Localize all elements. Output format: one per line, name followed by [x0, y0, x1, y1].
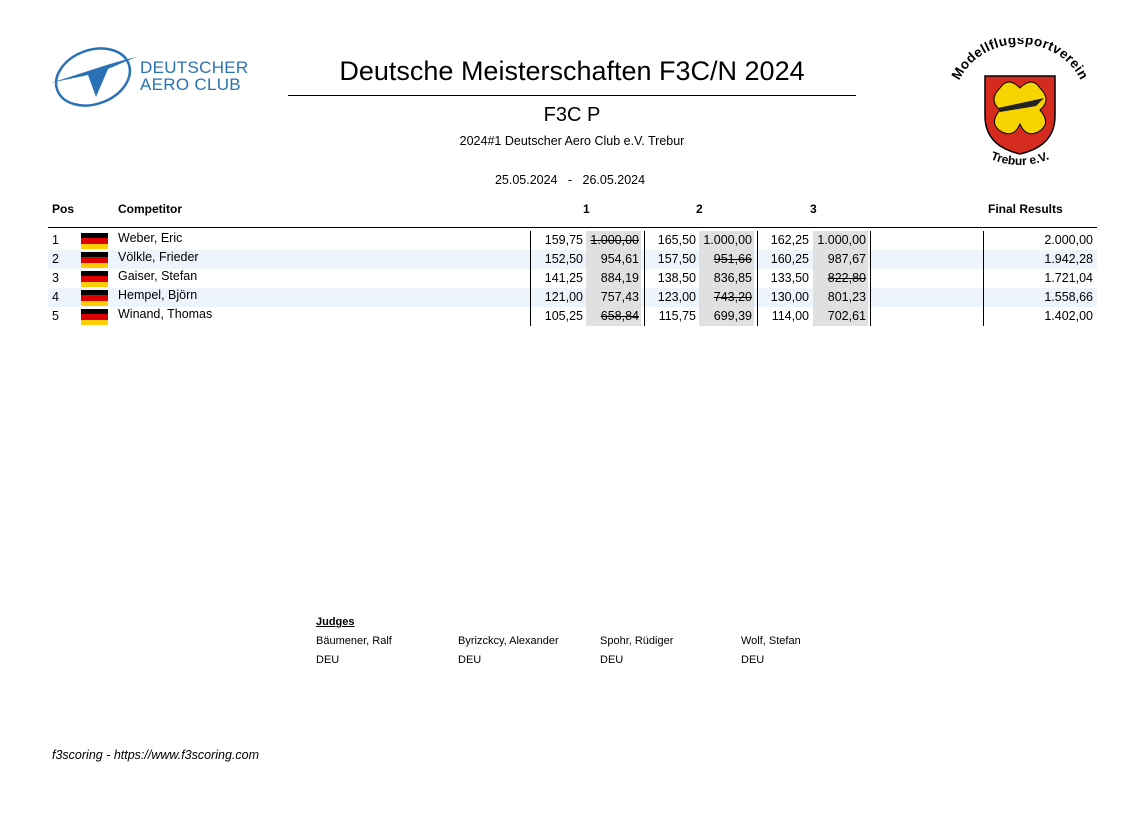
- round-3-raw: 133,50: [770, 271, 809, 285]
- aero-club-wordmark: DEUTSCHER AERO CLUB: [140, 58, 249, 94]
- round-1-score: 757,43: [586, 288, 641, 307]
- germany-flag-icon: [81, 233, 108, 249]
- round-2-raw: 123,00: [657, 290, 696, 304]
- germany-flag-icon: [81, 309, 108, 325]
- round-2-score: 743,20: [699, 288, 754, 307]
- round-3-score: 702,61: [813, 307, 868, 326]
- table-row: [48, 269, 1097, 288]
- round-1-raw: 121,00: [544, 290, 583, 304]
- competitor-name: Weber, Eric: [118, 231, 183, 245]
- round-3-raw: 160,25: [770, 252, 809, 266]
- round-2-score: 699,39: [699, 307, 754, 326]
- round-1-score: 954,61: [586, 250, 641, 269]
- judge-country: DEU: [600, 654, 624, 666]
- position: 4: [52, 290, 59, 304]
- judges-heading: Judges: [316, 616, 355, 628]
- round-2-raw: 138,50: [657, 271, 696, 285]
- round-1-raw: 159,75: [544, 233, 583, 247]
- final-result: 2.000,00: [1044, 233, 1093, 247]
- round-2-score: 951,66: [699, 250, 754, 269]
- table-row: [48, 307, 1097, 326]
- header-competitor: Competitor: [118, 202, 182, 216]
- round-2-raw: 157,50: [657, 252, 696, 266]
- column-separator: [870, 231, 871, 326]
- column-separator: [644, 231, 645, 326]
- judge-name: Spohr, Rüdiger: [600, 635, 674, 647]
- event-dates: 25.05.2024 - 26.05.2024: [494, 173, 646, 187]
- judge-country: DEU: [458, 654, 482, 666]
- round-2-raw: 165,50: [657, 233, 696, 247]
- final-result: 1.402,00: [1044, 309, 1093, 323]
- round-1-score: 658,84: [586, 307, 641, 326]
- competitor-name: Gaiser, Stefan: [118, 269, 198, 283]
- column-separator: [757, 231, 758, 326]
- position: 5: [52, 309, 59, 323]
- round-1-raw: 141,25: [544, 271, 583, 285]
- round-3-score: 1.000,00: [813, 231, 868, 250]
- round-3-raw: 130,00: [770, 290, 809, 304]
- round-3-score: 822,80: [813, 269, 868, 288]
- germany-flag-icon: [81, 252, 108, 268]
- final-result: 1.942,28: [1044, 252, 1093, 266]
- judge-name: Byrizckcy, Alexander: [458, 635, 559, 647]
- header-round-1: 1: [583, 202, 590, 216]
- round-2-score: 1.000,00: [699, 231, 754, 250]
- position: 1: [52, 233, 59, 247]
- club-town-arc: Trebur e.V.: [989, 148, 1051, 169]
- header-divider: [48, 227, 1097, 228]
- judge-name: Bäumener, Ralf: [316, 635, 392, 647]
- table-row: [48, 231, 1097, 250]
- judge-country: DEU: [741, 654, 765, 666]
- round-2-raw: 115,75: [658, 309, 696, 323]
- aero-club-emblem-icon: [48, 45, 138, 110]
- competitor-name: Völkle, Frieder: [118, 250, 199, 264]
- position: 3: [52, 271, 59, 285]
- germany-flag-icon: [81, 290, 108, 306]
- event-name: 2024#1 Deutscher Aero Club e.V. Trebur: [459, 134, 685, 148]
- round-1-score: 884,19: [586, 269, 641, 288]
- page-title: Deutsche Meisterschaften F3C/N 2024: [339, 56, 805, 86]
- round-3-score: 987,67: [813, 250, 868, 269]
- table-row: [48, 250, 1097, 269]
- round-1-raw: 152,50: [544, 252, 583, 266]
- header-round-3: 3: [810, 202, 817, 216]
- round-3-score: 801,23: [813, 288, 868, 307]
- column-separator: [530, 231, 531, 326]
- header-round-2: 2: [696, 202, 703, 216]
- aero-club-logo: [48, 45, 273, 110]
- round-3-raw: 162,25: [770, 233, 809, 247]
- competitor-name: Winand, Thomas: [118, 307, 213, 321]
- round-3-raw: 114,00: [771, 309, 809, 323]
- title-divider: [288, 95, 856, 96]
- club-logo: [940, 38, 1100, 178]
- final-result: 1.558,66: [1044, 290, 1093, 304]
- round-2-score: 836,85: [699, 269, 754, 288]
- competitor-name: Hempel, Björn: [118, 288, 198, 302]
- club-name-arc: Modellflugsportverein: [948, 38, 1092, 83]
- header-pos: Pos: [52, 202, 75, 216]
- column-separator: [983, 231, 984, 326]
- judge-country: DEU: [316, 654, 340, 666]
- footer-credit: f3scoring - https://www.f3scoring.com: [52, 748, 260, 762]
- judge-name: Wolf, Stefan: [741, 635, 801, 647]
- final-result: 1.721,04: [1044, 271, 1093, 285]
- round-1-raw: 105,25: [544, 309, 583, 323]
- class-subtitle: F3C P: [543, 104, 601, 126]
- position: 2: [52, 252, 59, 266]
- germany-flag-icon: [81, 271, 108, 287]
- round-1-score: 1.000,00: [586, 231, 641, 250]
- header-final-results: Final Results: [988, 202, 1063, 216]
